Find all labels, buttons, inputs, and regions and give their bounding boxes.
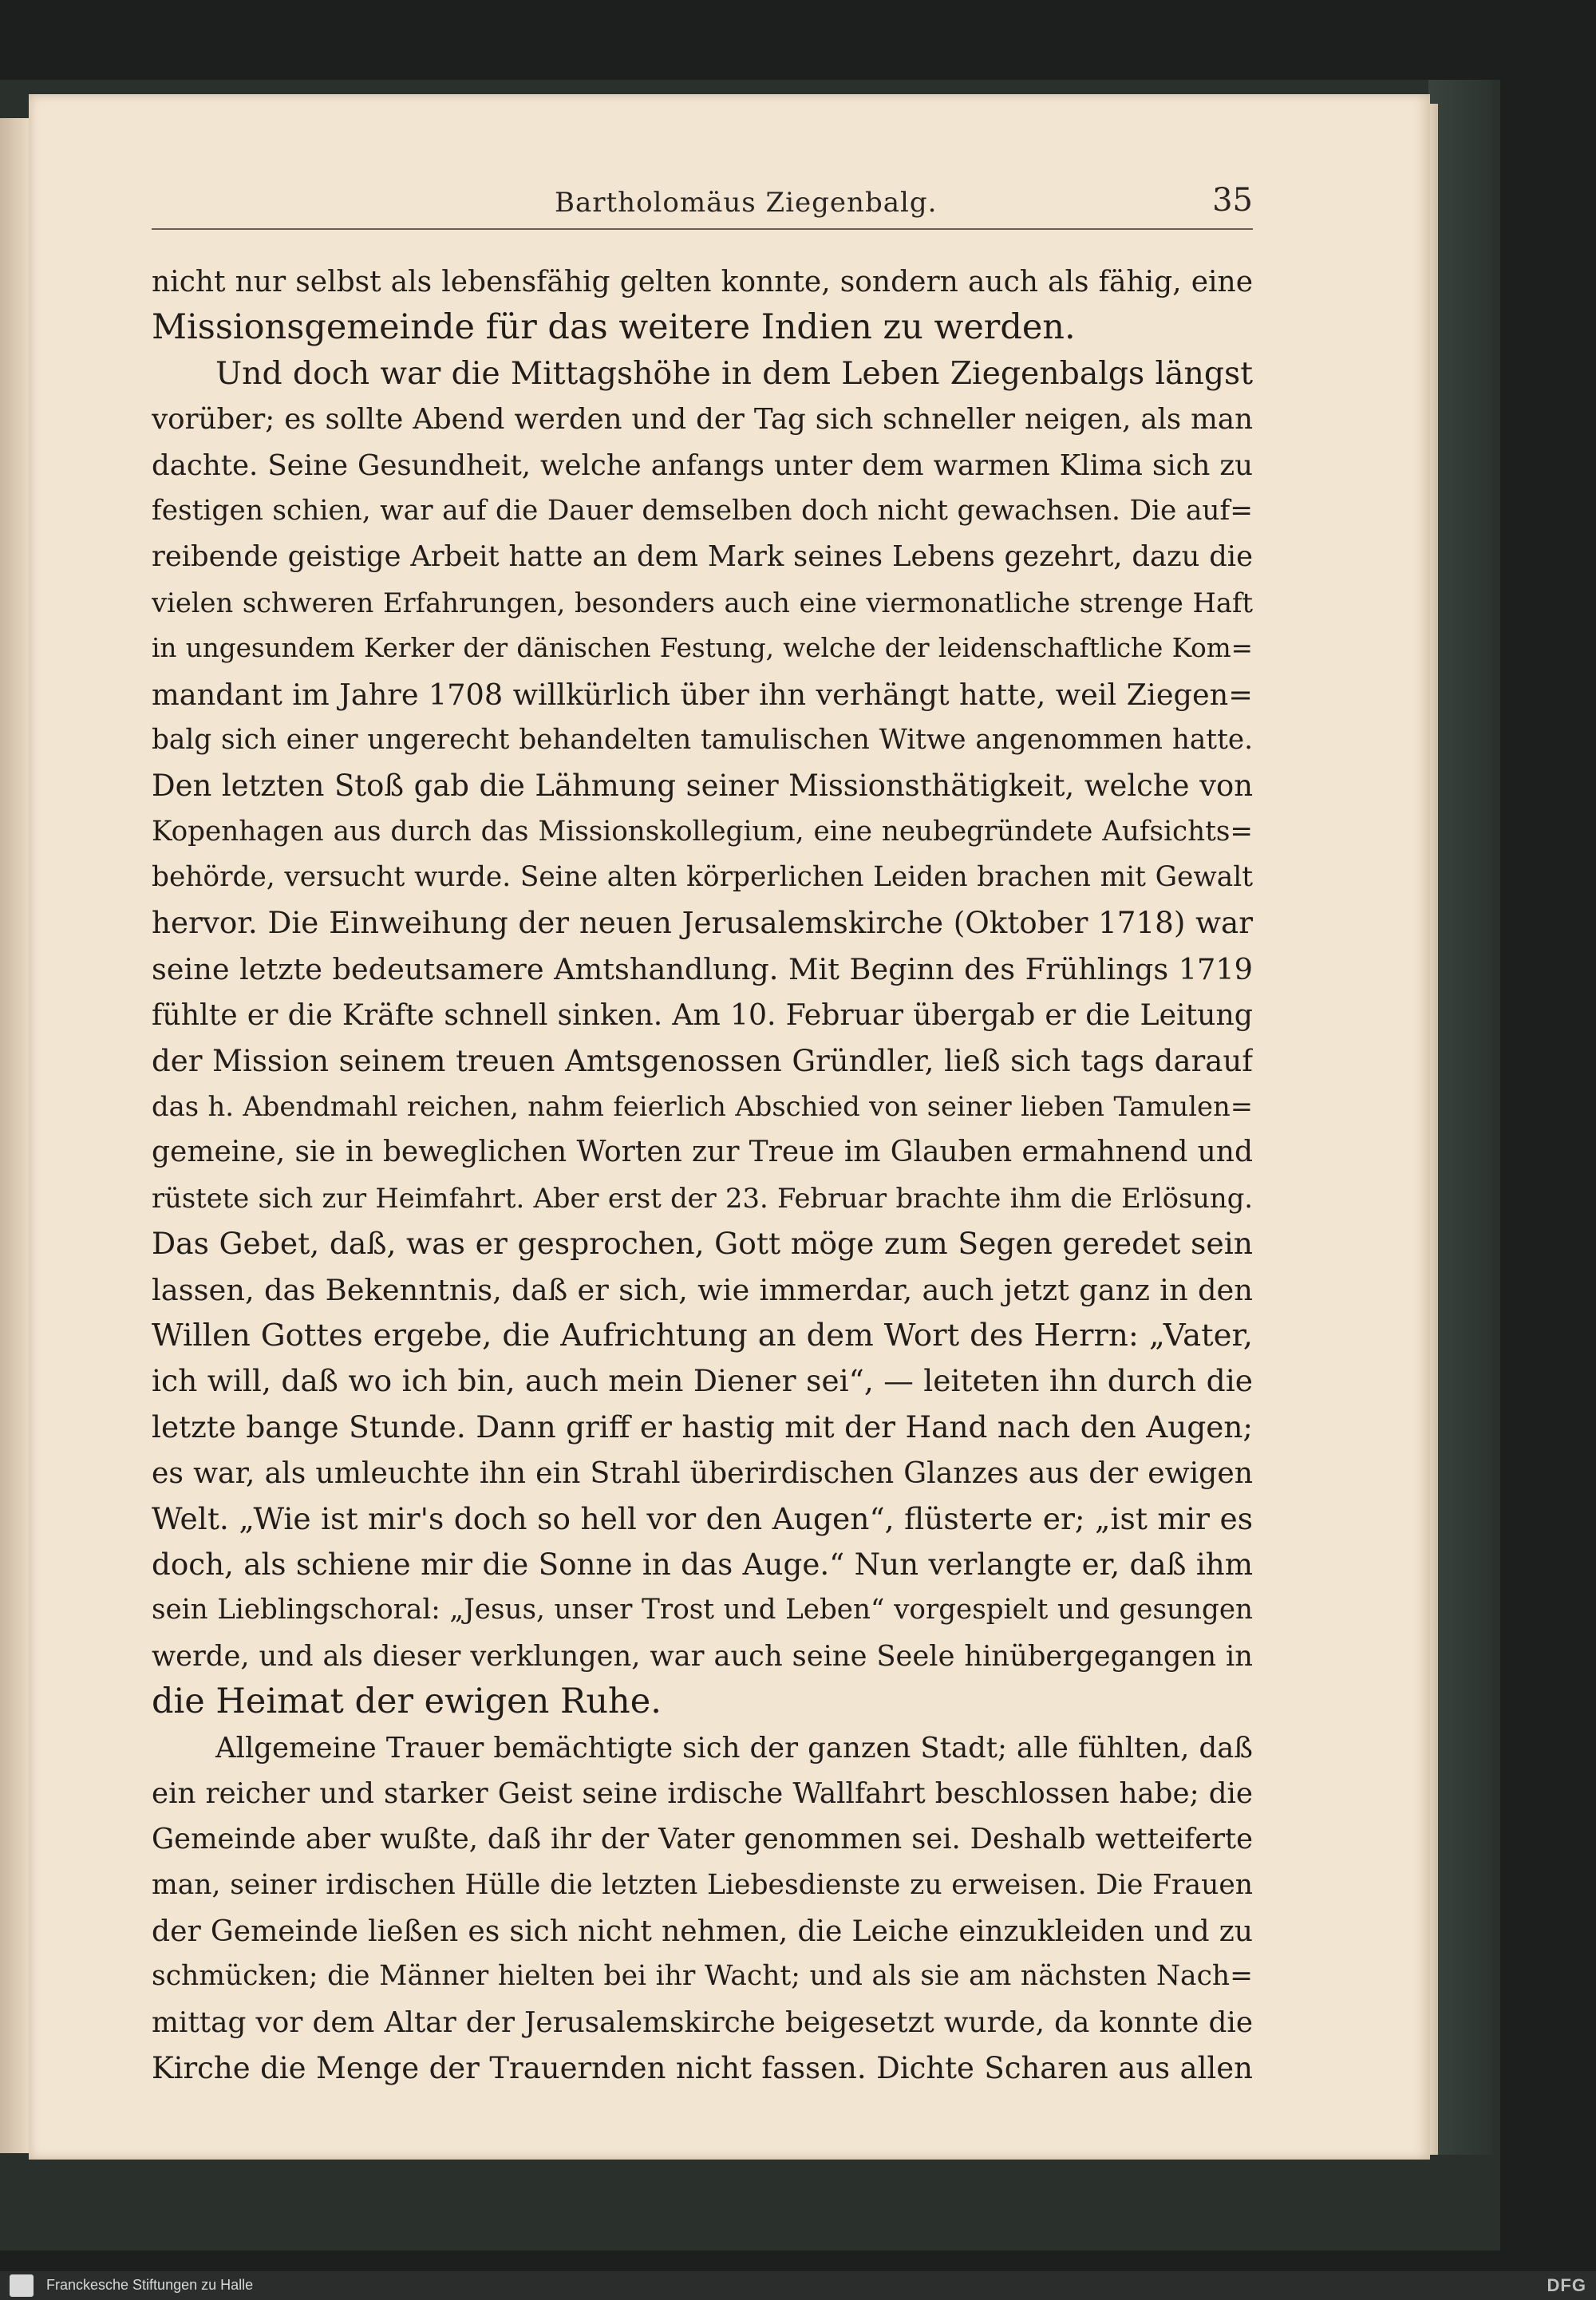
text-line: gemeine, sie in beweglichen Worten zur Treue im Glauben ermahnend und: [152, 1136, 1253, 1169]
text-line: man, seiner irdischen Hülle die letzten Liebesdienste zu erweisen. Die Frauen: [152, 1868, 1253, 1901]
viewer-footer: [0, 2271, 1596, 2300]
text-line: Allgemeine Trauer bemächtigte sich der ganzen Stadt; alle fühlten, daß: [215, 1731, 1253, 1765]
text-line: mittag vor dem Altar der Jerusalemskirche beigesetzt wurde, da konnte die: [152, 2006, 1253, 2039]
text-line: Das Gebet, daß, was er gesprochen, Gott möge zum Segen geredet sein: [152, 1226, 1253, 1262]
running-title: Bartholomäus Ziegenbalg.: [555, 187, 938, 219]
text-line: schmücken; die Männer hielten bei ihr Wacht; und als sie am nächsten Nach=: [152, 1960, 1253, 1993]
text-line: werde, und als dieser verklungen, war auch seine Seele hinübergegangen in: [152, 1639, 1253, 1673]
text-line: lassen, das Bekenntnis, daß er sich, wie immerdar, auch jetzt ganz in den: [152, 1272, 1253, 1307]
text-line: Und doch war die Mittagshöhe in dem Leben Ziegenbalgs längst: [215, 354, 1253, 392]
text-line: ein reicher und starker Geist seine irdische Wallfahrt beschlossen habe; die: [152, 1776, 1253, 1810]
text-line: ich will, daß wo ich bin, auch mein Diener sei“, — leiteten ihn durch die: [152, 1363, 1253, 1399]
text-line: hervor. Die Einweihung der neuen Jerusalemskirche (Oktober 1718) war: [152, 905, 1253, 941]
text-line: der Mission seinem treuen Amtsgenossen Gründler, ließ sich tags darauf: [152, 1043, 1253, 1078]
text-line: letzte bange Stunde. Dann griff er hastig mit der Hand nach den Augen;: [152, 1409, 1253, 1444]
running-head: [152, 184, 1253, 230]
body-text: [152, 259, 1253, 2092]
text-line: rüstete sich zur Heimfahrt. Aber erst der 23. Februar brachte ihm die Erlösung.: [152, 1182, 1253, 1214]
page-number: 35: [1212, 182, 1253, 219]
previous-page-edge: [0, 118, 30, 2153]
text-line: vorüber; es sollte Abend werden und der Tag sich schneller neigen, als man: [152, 403, 1253, 437]
text-line: behörde, versucht wurde. Seine alten körperlichen Leiden brachen mit Gewalt: [152, 861, 1253, 894]
text-line: balg sich einer ungerecht behandelten tamulischen Witwe angenommen hatte.: [152, 723, 1253, 756]
text-line: Kopenhagen aus durch das Missionskollegium, eine neubegründete Aufsichts=: [152, 815, 1253, 848]
text-line: Willen Gottes ergebe, die Aufrichtung an dem Wort des Herrn: „Vater,: [152, 1317, 1253, 1354]
text-line: sein Lieblingschoral: „Jesus, unser Trost und Leben“ vorgespielt und gesungen: [152, 1594, 1253, 1626]
text-line: das h. Abendmahl reichen, nahm feierlich Abschied von seiner lieben Tamulen=: [152, 1091, 1253, 1123]
dfg-logo: DFG: [1547, 2275, 1586, 2295]
text-line: dachte. Seine Gesundheit, welche anfangs unter dem warmen Klima sich zu: [152, 449, 1253, 482]
footer-credit: Franckesche Stiftungen zu Halle: [46, 2277, 254, 2293]
text-line: Missionsgemeinde für das weitere Indien zu werden.: [152, 307, 1076, 348]
text-line: Kirche die Menge der Trauernden nicht fassen. Dichte Scharen aus allen: [152, 2051, 1253, 2086]
text-line: fühlte er die Kräfte schnell sinken. Am 10. Februar übergab er die Leitung: [152, 998, 1253, 1033]
text-line: vielen schweren Erfahrungen, besonders auch eine viermonatliche strenge Haft: [152, 587, 1253, 618]
book-cover-edge: [1428, 80, 1492, 2155]
text-line: die Heimat der ewigen Ruhe.: [152, 1682, 662, 1722]
text-line: mandant im Jahre 1708 willkürlich über ihn verhängt hatte, weil Ziegen=: [152, 677, 1253, 712]
institution-logo-icon: [10, 2274, 34, 2297]
text-line: der Gemeinde ließen es sich nicht nehmen, die Leiche einzukleiden und zu: [152, 1914, 1253, 1949]
text-line: es war, als umleuchte ihn ein Strahl überirdischen Glanzes aus der ewigen: [152, 1456, 1253, 1491]
text-line: in ungesundem Kerker der dänischen Festung, welche der leidenschaftliche Kom=: [152, 633, 1253, 664]
text-line: nicht nur selbst als lebensfähig gelten konnte, sondern auch als fähig, eine: [152, 266, 1253, 298]
text-line: Den letzten Stoß gab die Lähmung seiner Missionsthätigkeit, welche von: [152, 769, 1253, 804]
text-line: seine letzte bedeutsamere Amtshandlung. Mit Beginn des Frühlings 1719: [152, 951, 1253, 986]
text-line: doch, als schiene mir die Sonne in das Auge.“ Nun verlangte er, daß ihm: [152, 1546, 1253, 1582]
text-line: Welt. „Wie ist mir's doch so hell vor den Augen“, flüsterte er; „ist mir es: [152, 1500, 1253, 1536]
text-line: festigen schien, war auf die Dauer demselben doch nicht gewachsen. Die auf=: [152, 494, 1253, 527]
text-line: reibende geistige Arbeit hatte an dem Mark seines Lebens gezehrt, dazu die: [152, 540, 1253, 574]
text-line: Gemeinde aber wußte, daß ihr der Vater genommen sei. Deshalb wetteiferte: [152, 1823, 1253, 1856]
